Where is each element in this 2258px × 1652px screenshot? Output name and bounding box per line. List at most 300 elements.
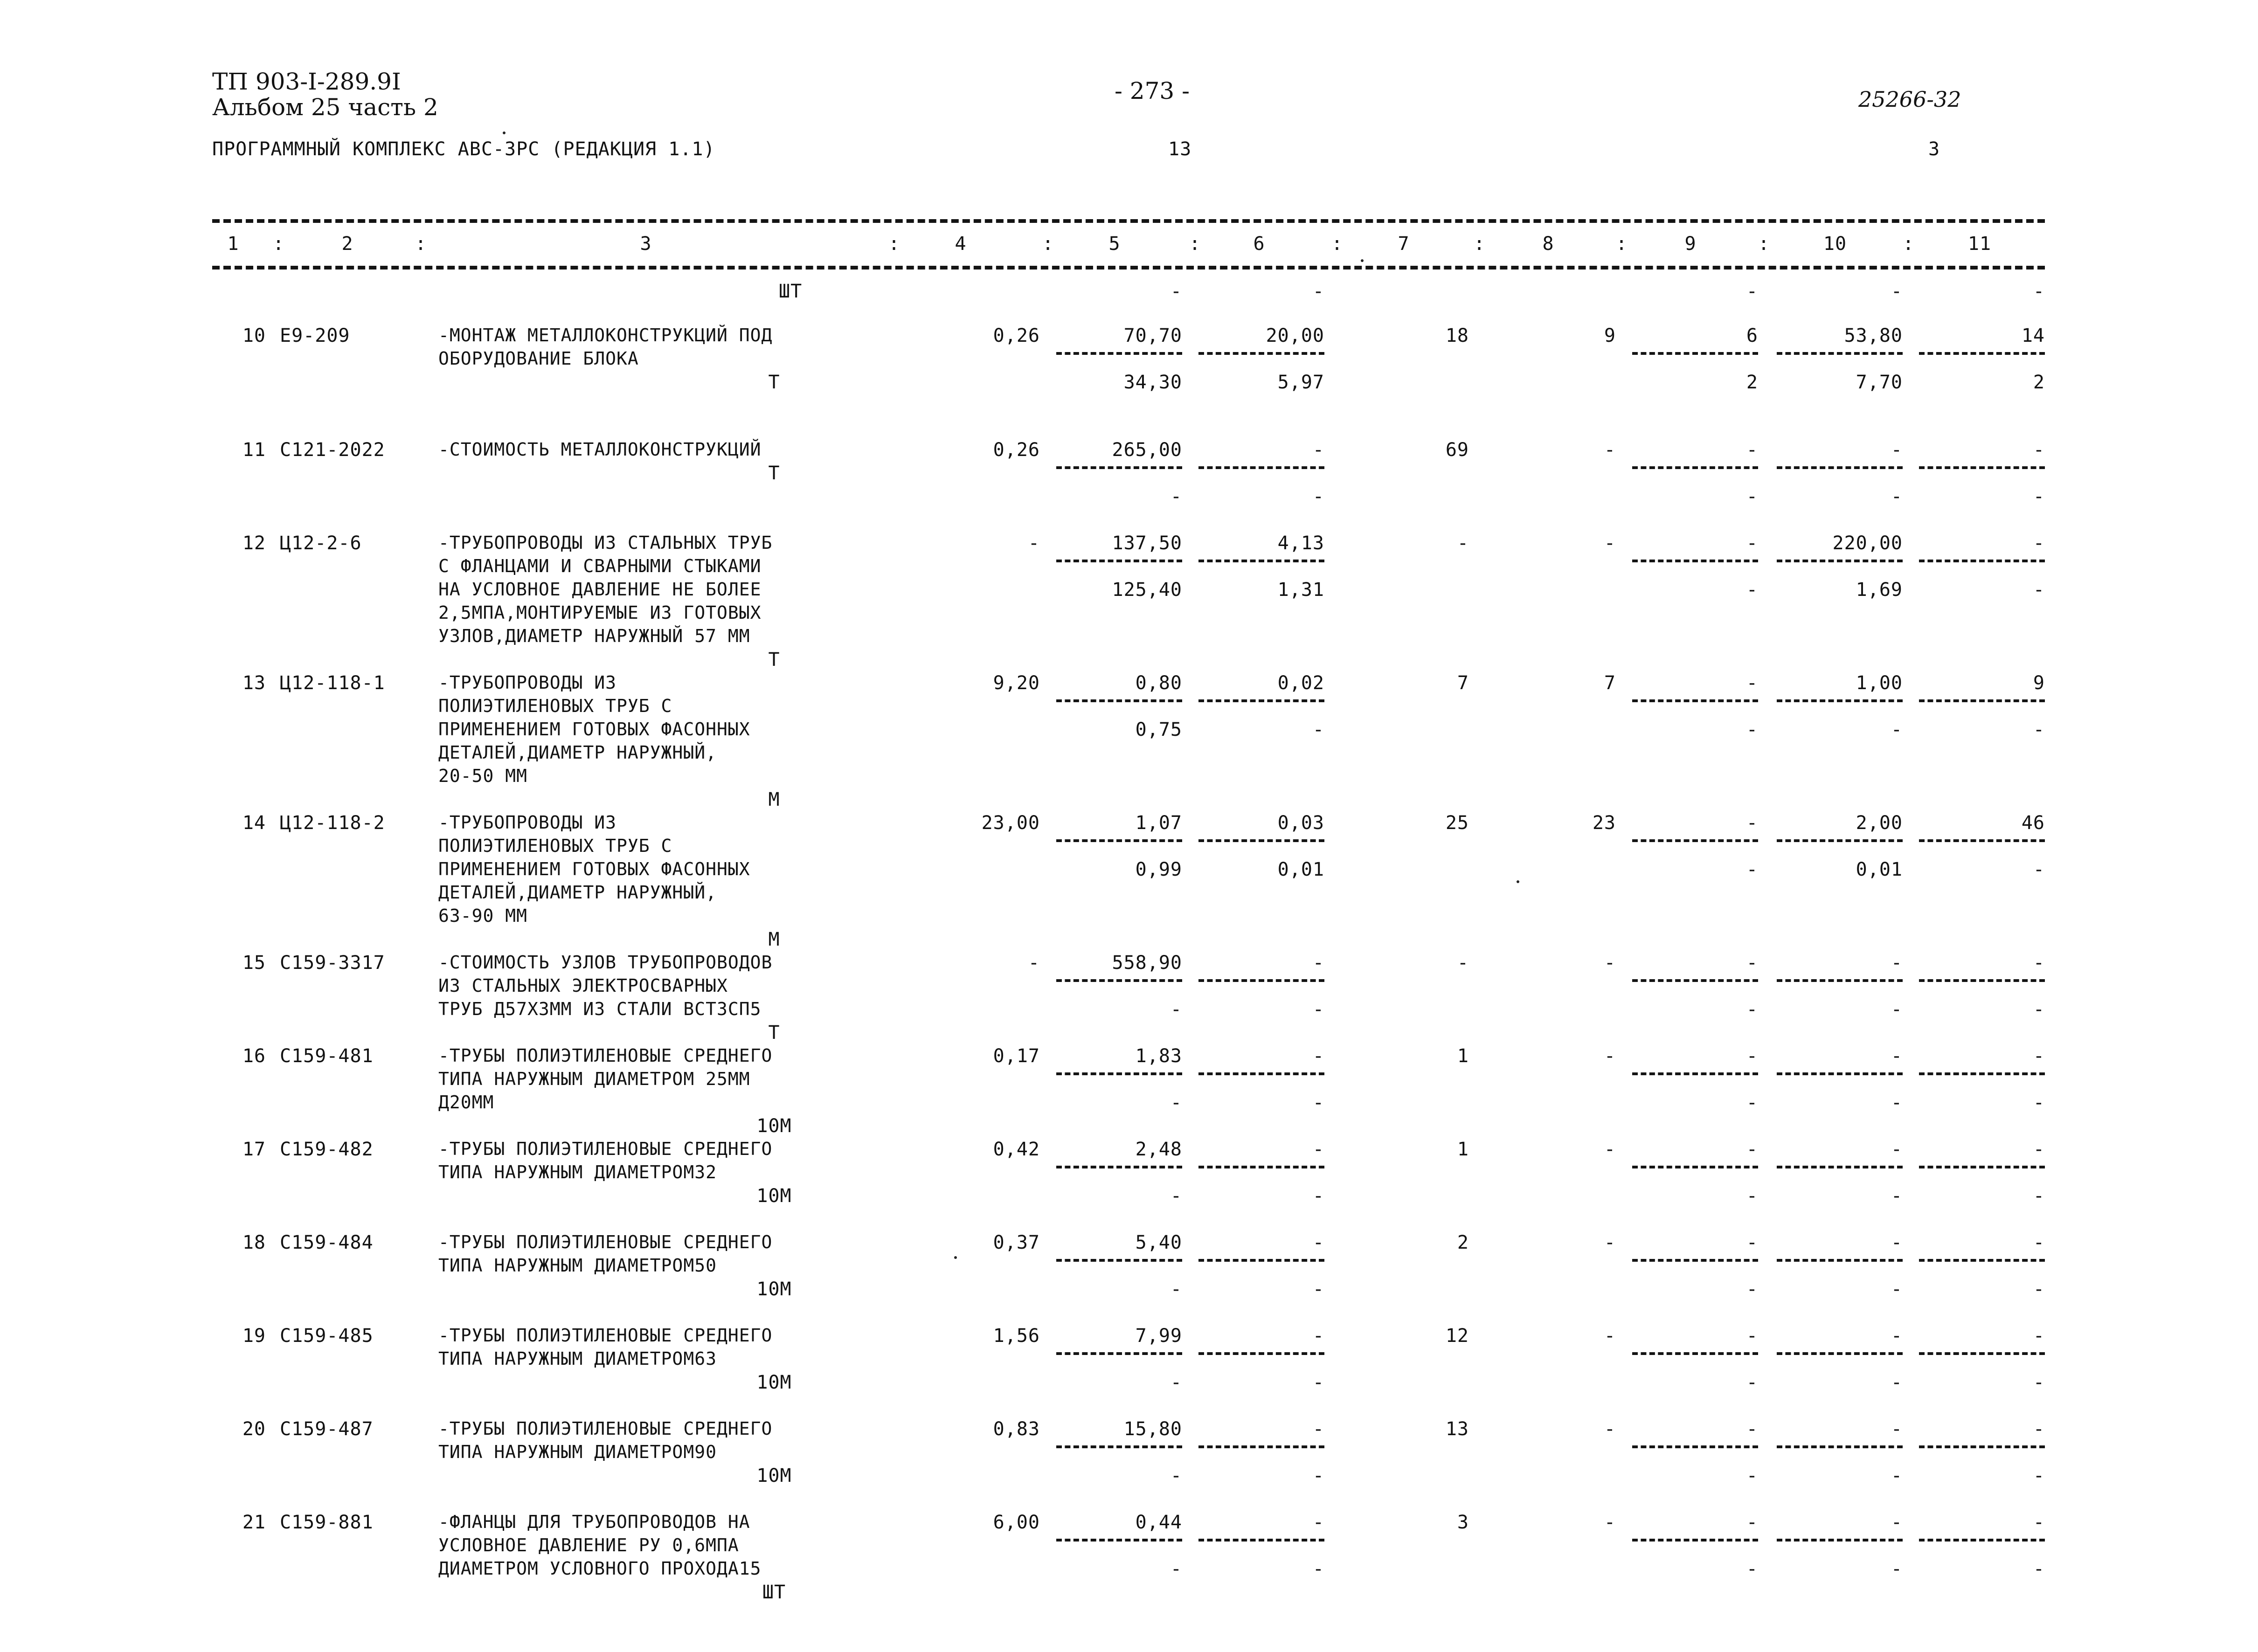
cell-c6-top: - <box>1312 439 1324 461</box>
cell-c4: 0,83 <box>993 1418 1040 1440</box>
cell-c8: 9 <box>1604 325 1616 346</box>
fraction-rule <box>1777 352 1903 355</box>
cell-c9-top: - <box>1746 1418 1758 1440</box>
fraction-rule <box>1056 1539 1182 1541</box>
row-number: 12 <box>242 532 266 554</box>
cell-c11-bottom: 2 <box>2033 372 2045 393</box>
cell-c6-top: - <box>1312 1139 1324 1160</box>
cell-c6-bottom: - <box>1312 1372 1324 1393</box>
cell-c5-top: 265,00 <box>1112 439 1182 461</box>
row-description-line: ТИПА НАРУЖНЫМ ДИАМЕТРОМ50 <box>438 1255 717 1276</box>
fraction-rule <box>1632 1166 1758 1168</box>
column-header-9: 9 <box>1684 233 1697 255</box>
cell-c10-bottom: 7,70 <box>1856 372 1903 393</box>
row-description-line: ПОЛИЭТИЛЕНОВЫХ ТРУБ С <box>438 836 672 856</box>
cell-c6-bottom: 1,31 <box>1277 579 1324 601</box>
document-code: ТП 903-I-289.9I <box>212 68 401 95</box>
row-description-line: -ТРУБОПРОВОДЫ ИЗ <box>438 672 617 693</box>
row-code: Ц12-2-6 <box>280 532 362 554</box>
cell-c11-bottom: - <box>2033 719 2045 740</box>
row-description-line: ДИАМЕТРОМ УСЛОВНОГО ПРОХОДА15 <box>438 1558 762 1579</box>
cell-c7: - <box>1457 532 1469 554</box>
fraction-rule <box>1056 1352 1182 1355</box>
cell-c8: - <box>1604 532 1616 554</box>
cell-c9-top: - <box>1746 672 1758 694</box>
cell-value: - <box>2033 281 2045 302</box>
cell-c5-top: 70,70 <box>1123 325 1182 346</box>
row-code: C121-2022 <box>280 439 385 461</box>
cell-c9-top: - <box>1746 532 1758 554</box>
cell-c8: - <box>1604 1232 1616 1253</box>
cell-c10-bottom: - <box>1891 1279 1903 1300</box>
fraction-rule <box>1777 1072 1903 1075</box>
cell-c10-top: - <box>1891 1045 1903 1067</box>
cell-c5-bottom: - <box>1170 486 1182 507</box>
cell-c4: - <box>1028 952 1040 974</box>
cell-c8: 7 <box>1604 672 1616 694</box>
cell-c11-bottom: - <box>2033 999 2045 1020</box>
cell-c10-top: 53,80 <box>1844 325 1903 346</box>
cell-c4: 9,20 <box>993 672 1040 694</box>
cell-c5-top: 5,40 <box>1135 1232 1182 1253</box>
cell-c6-bottom: 5,97 <box>1277 372 1324 393</box>
fraction-rule <box>1198 1166 1324 1168</box>
cell-c9-bottom: - <box>1746 1092 1758 1113</box>
cell-c10-bottom: 0,01 <box>1856 859 1903 880</box>
column-header-1: 1 <box>227 233 239 255</box>
row-number: 21 <box>242 1512 266 1533</box>
row-unit: М <box>768 929 780 950</box>
row-description-line: ДЕТАЛЕЙ,ДИАМЕТР НАРУЖНЫЙ, <box>438 742 717 763</box>
cell-c10-bottom: 1,69 <box>1856 579 1903 601</box>
scan-speck <box>1361 259 1364 262</box>
cell-c6-top: 20,00 <box>1266 325 1324 346</box>
row-unit: М <box>768 789 780 810</box>
row-description-line: ПРИМЕНЕНИЕМ ГОТОВЫХ ФАСОННЫХ <box>438 859 750 879</box>
row-code: C159-482 <box>280 1139 374 1160</box>
cell-c7: 7 <box>1457 672 1469 694</box>
fraction-rule <box>1198 1352 1324 1355</box>
fraction-rule <box>1056 352 1182 355</box>
cell-c9-top: - <box>1746 439 1758 461</box>
cell-c10-top: - <box>1891 1232 1903 1253</box>
row-description-line: -ТРУБОПРОВОДЫ ИЗ <box>438 812 617 833</box>
row-code: C159-487 <box>280 1418 374 1440</box>
cell-c7: 25 <box>1445 812 1469 834</box>
scan-speck <box>503 131 506 134</box>
cell-c6-top: 0,02 <box>1277 672 1324 694</box>
cell-c11-top: - <box>2033 952 2045 974</box>
cell-c10-top: - <box>1891 1418 1903 1440</box>
header-number-center: 13 <box>1168 138 1192 160</box>
fraction-rule <box>1919 560 2045 562</box>
cell-c9-top: - <box>1746 1512 1758 1533</box>
column-header-7: 7 <box>1398 233 1410 255</box>
fraction-rule <box>1632 1445 1758 1448</box>
cell-c6-bottom: - <box>1312 1092 1324 1113</box>
cell-c11-bottom: - <box>2033 1092 2045 1113</box>
row-description-line: 2,5МПА,МОНТИРУЕМЫЕ ИЗ ГОТОВЫХ <box>438 602 762 623</box>
row-description-line: -ТРУБЫ ПОЛИЭТИЛЕНОВЫЕ СРЕДНЕГО <box>438 1418 773 1439</box>
row-unit: 10М <box>756 1465 792 1486</box>
cell-c6-top: 4,13 <box>1277 532 1324 554</box>
row-description-line: ТИПА НАРУЖНЫМ ДИАМЕТРОМ32 <box>438 1162 717 1182</box>
cell-c6-bottom: - <box>1312 1558 1324 1580</box>
cell-value: - <box>1891 281 1903 302</box>
cell-c6-bottom: - <box>1312 1465 1324 1486</box>
cell-c9-top: - <box>1746 1325 1758 1347</box>
cell-c8: 23 <box>1592 812 1616 834</box>
row-number: 16 <box>242 1045 266 1067</box>
cell-c6-bottom: - <box>1312 719 1324 740</box>
row-description-line: -ТРУБЫ ПОЛИЭТИЛЕНОВЫЕ СРЕДНЕГО <box>438 1139 773 1159</box>
fraction-rule <box>1777 466 1903 469</box>
row-description-line: ТИПА НАРУЖНЫМ ДИАМЕТРОМ63 <box>438 1348 717 1369</box>
cell-c4: 0,42 <box>993 1139 1040 1160</box>
row-description-line: УСЛОВНОЕ ДАВЛЕНИЕ РУ 0,6МПА <box>438 1535 739 1555</box>
row-number: 20 <box>242 1418 266 1440</box>
column-separator: : <box>1189 233 1201 255</box>
row-number: 10 <box>242 325 266 346</box>
cell-c11-top: - <box>2033 532 2045 554</box>
cell-c9-bottom: - <box>1746 1185 1758 1207</box>
row-description-line: ПОЛИЭТИЛЕНОВЫХ ТРУБ С <box>438 696 672 716</box>
cell-c6-top: - <box>1312 1325 1324 1347</box>
row-unit: ШТ <box>762 1582 786 1603</box>
cell-c5-bottom: 125,40 <box>1112 579 1182 601</box>
cell-c4: 0,26 <box>993 325 1040 346</box>
header-rule-bottom <box>212 266 2045 270</box>
cell-c11-top: - <box>2033 439 2045 461</box>
row-code: C159-481 <box>280 1045 374 1067</box>
cell-c5-bottom: - <box>1170 1372 1182 1393</box>
cell-c5-top: 137,50 <box>1112 532 1182 554</box>
cell-c7: 2 <box>1457 1232 1469 1253</box>
cell-c5-top: 0,80 <box>1135 672 1182 694</box>
cell-c9-bottom: - <box>1746 1558 1758 1580</box>
cell-c11-bottom: - <box>2033 579 2045 601</box>
cell-c9-top: - <box>1746 1139 1758 1160</box>
cell-c11-bottom: - <box>2033 1185 2045 1207</box>
cell-c9-bottom: - <box>1746 486 1758 507</box>
inventory-number: 25266-32 <box>1858 87 1961 112</box>
album-title: Альбом 25 часть 2 <box>212 94 438 121</box>
cell-c11-bottom: - <box>2033 1279 2045 1300</box>
cell-c9-bottom: - <box>1746 859 1758 880</box>
cell-c11-bottom: - <box>2033 1372 2045 1393</box>
fraction-rule <box>1919 466 2045 469</box>
row-unit: Т <box>768 463 780 484</box>
cell-c9-top: - <box>1746 812 1758 834</box>
cell-c11-top: 46 <box>2021 812 2045 834</box>
cell-c10-bottom: - <box>1891 1465 1903 1486</box>
cell-c8: - <box>1604 952 1616 974</box>
cell-c9-bottom: - <box>1746 1279 1758 1300</box>
fraction-rule <box>1919 979 2045 982</box>
fraction-rule <box>1632 1259 1758 1262</box>
fraction-rule <box>1919 1539 2045 1541</box>
cell-c9-top: - <box>1746 1045 1758 1067</box>
fraction-rule <box>1198 839 1324 842</box>
column-header-6: 6 <box>1253 233 1265 255</box>
row-description-line: Д20ММ <box>438 1092 494 1113</box>
row-code: C159-484 <box>280 1232 374 1253</box>
row-unit: Т <box>768 372 780 393</box>
cell-c10-top: 220,00 <box>1832 532 1903 554</box>
row-code: E9-209 <box>280 325 350 346</box>
cell-c9-top: - <box>1746 1232 1758 1253</box>
cell-c11-top: - <box>2033 1232 2045 1253</box>
column-header-8: 8 <box>1542 233 1554 255</box>
cell-c9-bottom: - <box>1746 1372 1758 1393</box>
fraction-rule <box>1056 560 1182 562</box>
fraction-rule <box>1632 699 1758 702</box>
fraction-rule <box>1919 1072 2045 1075</box>
fraction-rule <box>1198 979 1324 982</box>
program-title: ПРОГРАММНЫЙ КОМПЛЕКС АВС-3РС (РЕДАКЦИЯ 1.1) <box>212 138 715 160</box>
row-description-line: 20-50 ММ <box>438 766 528 786</box>
cell-c11-top: 14 <box>2021 325 2045 346</box>
row-description-line: ДЕТАЛЕЙ,ДИАМЕТР НАРУЖНЫЙ, <box>438 882 717 903</box>
fraction-rule <box>1198 1539 1324 1541</box>
cell-c10-bottom: - <box>1891 999 1903 1020</box>
row-description-line: ТИПА НАРУЖНЫМ ДИАМЕТРОМ90 <box>438 1442 717 1462</box>
cell-c6-bottom: - <box>1312 1185 1324 1207</box>
cell-c5-bottom: - <box>1170 1185 1182 1207</box>
row-description-line: ТРУБ Д57Х3ММ ИЗ СТАЛИ ВСТ3СП5 <box>438 999 762 1019</box>
cell-c4: 0,26 <box>993 439 1040 461</box>
row-number: 15 <box>242 952 266 974</box>
cell-c5-top: 1,83 <box>1135 1045 1182 1067</box>
cell-c11-top: - <box>2033 1139 2045 1160</box>
header-number-right: 3 <box>1928 138 1940 160</box>
cell-c6-top: - <box>1312 952 1324 974</box>
fraction-rule <box>1919 839 2045 842</box>
fraction-rule <box>1777 1166 1903 1168</box>
fraction-rule <box>1919 1166 2045 1168</box>
fraction-rule <box>1198 352 1324 355</box>
cell-c10-top: - <box>1891 1325 1903 1347</box>
cell-c11-bottom: - <box>2033 1558 2045 1580</box>
fraction-rule <box>1777 560 1903 562</box>
cell-c6-bottom: 0,01 <box>1277 859 1324 880</box>
cell-c5-top: 7,99 <box>1135 1325 1182 1347</box>
row-description-line: -ФЛАНЦЫ ДЛЯ ТРУБОПРОВОДОВ НА <box>438 1512 750 1532</box>
cell-c5-bottom: - <box>1170 1465 1182 1486</box>
cell-value: - <box>1746 281 1758 302</box>
column-separator: : <box>1616 233 1628 255</box>
row-description-line: -СТОИМОСТЬ МЕТАЛЛОКОНСТРУКЦИЙ <box>438 439 762 460</box>
row-description-line: НА УСЛОВНОЕ ДАВЛЕНИЕ НЕ БОЛЕЕ <box>438 579 762 600</box>
cell-c5-top: 1,07 <box>1135 812 1182 834</box>
cell-c8: - <box>1604 439 1616 461</box>
row-description-line: -ТРУБЫ ПОЛИЭТИЛЕНОВЫЕ СРЕДНЕГО <box>438 1045 773 1066</box>
fraction-rule <box>1632 979 1758 982</box>
row-unit: 10М <box>756 1279 792 1300</box>
cell-c8: - <box>1604 1139 1616 1160</box>
cell-c4: - <box>1028 532 1040 554</box>
fraction-rule <box>1777 1539 1903 1541</box>
column-separator: : <box>1331 233 1344 255</box>
column-separator: : <box>415 233 427 255</box>
cell-c7: 1 <box>1457 1045 1469 1067</box>
cell-c4: 1,56 <box>993 1325 1040 1347</box>
row-unit: Т <box>768 1022 780 1044</box>
cell-c4: 0,37 <box>993 1232 1040 1253</box>
cell-c5-top: 558,90 <box>1112 952 1182 974</box>
fraction-rule <box>1777 1445 1903 1448</box>
row-number: 14 <box>242 812 266 834</box>
column-separator: : <box>1758 233 1770 255</box>
column-separator: : <box>1903 233 1915 255</box>
cell-c5-bottom: - <box>1170 999 1182 1020</box>
cell-c11-bottom: - <box>2033 859 2045 880</box>
cell-c5-bottom: - <box>1170 1279 1182 1300</box>
cell-c5-top: 15,80 <box>1123 1418 1182 1440</box>
row-code: C159-881 <box>280 1512 374 1533</box>
cell-c8: - <box>1604 1045 1616 1067</box>
cell-c7: 69 <box>1445 439 1469 461</box>
fraction-rule <box>1777 1352 1903 1355</box>
row-unit: 10М <box>756 1115 792 1137</box>
cell-c5-bottom: - <box>1170 1092 1182 1113</box>
fraction-rule <box>1919 1445 2045 1448</box>
fraction-rule <box>1919 1259 2045 1262</box>
row-description-line: С ФЛАНЦАМИ И СВАРНЫМИ СТЫКАМИ <box>438 556 762 576</box>
fraction-rule <box>1919 1352 2045 1355</box>
fraction-rule <box>1632 839 1758 842</box>
row-number: 17 <box>242 1139 266 1160</box>
fraction-rule <box>1919 699 2045 702</box>
row-unit: 10М <box>756 1185 792 1207</box>
cell-c7: 13 <box>1445 1418 1469 1440</box>
column-separator: : <box>273 233 285 255</box>
cell-c10-top: - <box>1891 1139 1903 1160</box>
cell-c8: - <box>1604 1418 1616 1440</box>
column-header-10: 10 <box>1823 233 1847 255</box>
column-header-3: 3 <box>640 233 652 255</box>
cell-c10-top: - <box>1891 952 1903 974</box>
page-number: - 273 - <box>1115 77 1190 104</box>
scan-speck <box>954 1256 957 1259</box>
row-description-line: -ТРУБЫ ПОЛИЭТИЛЕНОВЫЕ СРЕДНЕГО <box>438 1232 773 1252</box>
cell-c9-top: 6 <box>1746 325 1758 346</box>
cell-c6-top: - <box>1312 1512 1324 1533</box>
row-description-line: ОБОРУДОВАНИЕ БЛОКА <box>438 348 639 369</box>
row-description-line: 63-90 ММ <box>438 905 528 926</box>
fraction-rule <box>1632 1539 1758 1541</box>
row-description-line: ПРИМЕНЕНИЕМ ГОТОВЫХ ФАСОННЫХ <box>438 719 750 740</box>
cell-c7: 18 <box>1445 325 1469 346</box>
cell-c4: 6,00 <box>993 1512 1040 1533</box>
fraction-rule <box>1056 839 1182 842</box>
cell-c5-bottom: 34,30 <box>1123 372 1182 393</box>
cell-c10-top: - <box>1891 439 1903 461</box>
cell-c5-bottom: 0,99 <box>1135 859 1182 880</box>
cell-c5-top: 2,48 <box>1135 1139 1182 1160</box>
cell-c6-top: - <box>1312 1045 1324 1067</box>
cell-c7: 1 <box>1457 1139 1469 1160</box>
fraction-rule <box>1919 352 2045 355</box>
cell-value: - <box>1170 281 1182 302</box>
fraction-rule <box>1056 466 1182 469</box>
fraction-rule <box>1632 466 1758 469</box>
fraction-rule <box>1777 839 1903 842</box>
fraction-rule <box>1056 979 1182 982</box>
row-unit: 10М <box>756 1372 792 1393</box>
cell-c11-bottom: - <box>2033 1465 2045 1486</box>
cell-c11-bottom: - <box>2033 486 2045 507</box>
cell-c10-bottom: - <box>1891 486 1903 507</box>
row-description-line: -МОНТАЖ МЕТАЛЛОКОНСТРУКЦИЙ ПОД <box>438 325 773 346</box>
column-header-2: 2 <box>341 233 353 255</box>
cell-c8: - <box>1604 1325 1616 1347</box>
fraction-rule <box>1198 1445 1324 1448</box>
row-number: 11 <box>242 439 266 461</box>
fraction-rule <box>1198 560 1324 562</box>
cell-c10-bottom: - <box>1891 1185 1903 1207</box>
cell-c9-bottom: 2 <box>1746 372 1758 393</box>
cell-c6-bottom: - <box>1312 999 1324 1020</box>
row-number: 18 <box>242 1232 266 1253</box>
fraction-rule <box>1632 1352 1758 1355</box>
cell-c6-top: 0,03 <box>1277 812 1324 834</box>
cell-c11-top: - <box>2033 1512 2045 1533</box>
cell-c4: 0,17 <box>993 1045 1040 1067</box>
row-description-line: УЗЛОВ,ДИАМЕТР НАРУЖНЫЙ 57 ММ <box>438 626 750 646</box>
cell-c7: 3 <box>1457 1512 1469 1533</box>
cell-c5-top: 0,44 <box>1135 1512 1182 1533</box>
header-rule-top <box>212 219 2045 223</box>
row-description-line: -ТРУБОПРОВОДЫ ИЗ СТАЛЬНЫХ ТРУБ <box>438 532 773 553</box>
fraction-rule <box>1777 1259 1903 1262</box>
fraction-rule <box>1777 979 1903 982</box>
cell-c5-bottom: 0,75 <box>1135 719 1182 740</box>
cell-c7: - <box>1457 952 1469 974</box>
row-number: 13 <box>242 672 266 694</box>
cell-c10-top: 2,00 <box>1856 812 1903 834</box>
column-header-11: 11 <box>1967 233 1992 255</box>
cell-c6-top: - <box>1312 1418 1324 1440</box>
row-code: C159-3317 <box>280 952 385 974</box>
cell-c11-top: - <box>2033 1045 2045 1067</box>
scan-speck <box>1517 880 1519 883</box>
column-header-5: 5 <box>1108 233 1121 255</box>
cell-c9-bottom: - <box>1746 1465 1758 1486</box>
fraction-rule <box>1632 1072 1758 1075</box>
cell-value: - <box>1312 281 1324 302</box>
fraction-rule <box>1056 699 1182 702</box>
fraction-rule <box>1632 560 1758 562</box>
fraction-rule <box>1056 1259 1182 1262</box>
fraction-rule <box>1198 1259 1324 1262</box>
cell-c11-top: - <box>2033 1418 2045 1440</box>
cell-c10-bottom: - <box>1891 1558 1903 1580</box>
cell-c10-top: - <box>1891 1512 1903 1533</box>
row-code: Ц12-118-2 <box>280 812 385 834</box>
cell-c10-bottom: - <box>1891 719 1903 740</box>
column-header-4: 4 <box>955 233 967 255</box>
cell-c11-top: 9 <box>2033 672 2045 694</box>
cell-c10-top: 1,00 <box>1856 672 1903 694</box>
row-code: C159-485 <box>280 1325 374 1347</box>
column-separator: : <box>1474 233 1486 255</box>
column-separator: : <box>1042 233 1054 255</box>
fraction-rule <box>1198 466 1324 469</box>
cell-c6-top: - <box>1312 1232 1324 1253</box>
fraction-rule <box>1777 699 1903 702</box>
row-number: 19 <box>242 1325 266 1347</box>
